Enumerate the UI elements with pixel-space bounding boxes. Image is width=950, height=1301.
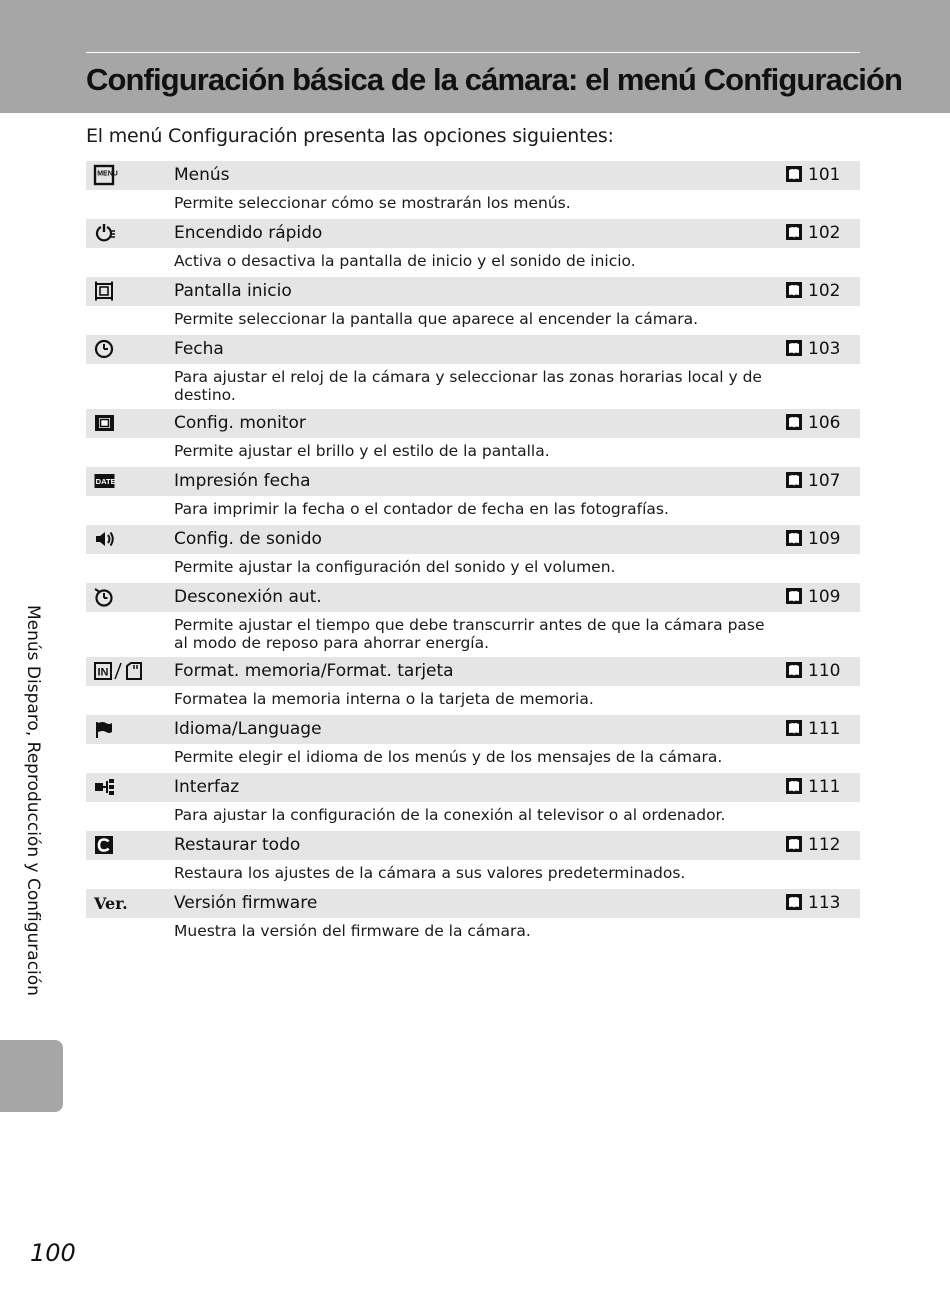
page-reference-icon xyxy=(786,224,802,240)
svg-text:MENU: MENU xyxy=(97,170,118,178)
page-reference-icon xyxy=(786,662,802,678)
page-reference-number: 111 xyxy=(808,777,841,797)
menu-item xyxy=(86,467,860,525)
menu-item-description: Para imprimir la fecha o el contador de fecha en las fotografías. xyxy=(174,500,669,518)
page-reference-icon xyxy=(786,778,802,794)
menu-item-header xyxy=(86,773,860,802)
menu-item-label: Desconexión aut. xyxy=(174,587,322,607)
menu-item-label: Fecha xyxy=(174,339,224,359)
menu-item xyxy=(86,715,860,773)
menu-item-header xyxy=(86,161,860,190)
menu-item-header xyxy=(86,831,860,860)
quick-startup-icon xyxy=(94,223,116,244)
menu-item-label: Pantalla inicio xyxy=(174,281,292,301)
menu-item-label: Config. monitor xyxy=(174,413,306,433)
menu-item xyxy=(86,335,860,409)
menu-item-header xyxy=(86,219,860,248)
page-reference-number: 111 xyxy=(808,719,841,739)
menu-item-description: Permite seleccionar cómo se mostrarán los menús. xyxy=(174,194,571,212)
page-reference-number: 109 xyxy=(808,587,841,607)
menu-item-description: Permite elegir el idioma de los menús y de los mensajes de la cámara. xyxy=(174,748,723,766)
page-reference-icon xyxy=(786,530,802,546)
page-reference-icon xyxy=(786,836,802,852)
menu-item xyxy=(86,525,860,583)
page-reference xyxy=(786,657,840,686)
page-reference-number: 112 xyxy=(808,835,841,855)
firmware-version-icon xyxy=(94,893,128,914)
format-memory-icon xyxy=(94,661,146,682)
menu-item-header xyxy=(86,467,860,496)
menu-item-label: Versión firmware xyxy=(174,893,318,913)
menu-item-label: Menús xyxy=(174,165,230,185)
menu-item-description: Muestra la versión del firmware de la cámara. xyxy=(174,922,531,940)
page-title: Configuración básica de la cámara: el menú Configuración xyxy=(86,62,903,97)
menu-item-label: Restaurar todo xyxy=(174,835,301,855)
svg-text:IN: IN xyxy=(97,666,109,679)
reset-all-icon xyxy=(94,835,116,856)
svg-text:Ver.: Ver. xyxy=(94,894,128,913)
menu-item xyxy=(86,773,860,831)
menu-item-description: Permite ajustar el tiempo que debe transcurrir antes de que la cámara pase al modo de reposo para ahorrar energía. xyxy=(174,616,765,652)
monitor-icon xyxy=(94,413,116,434)
menu-item-header xyxy=(86,409,860,438)
page-reference-icon xyxy=(786,472,802,488)
menu-item-header xyxy=(86,889,860,918)
page-reference-icon xyxy=(786,340,802,356)
menu-item-label: Config. de sonido xyxy=(174,529,322,549)
page-reference-number: 107 xyxy=(808,471,841,491)
page-reference-number: 106 xyxy=(808,413,841,433)
menu-item xyxy=(86,583,860,657)
menu-item-description: Para ajustar el reloj de la cámara y seleccionar las zonas horarias local y de destino. xyxy=(174,368,762,404)
page-reference xyxy=(786,525,840,554)
menu-item xyxy=(86,409,860,467)
menu-item-header xyxy=(86,335,860,364)
clock-icon xyxy=(94,339,116,360)
page-reference xyxy=(786,715,840,744)
page-reference-icon xyxy=(786,894,802,910)
page-reference xyxy=(786,277,840,306)
menu-item xyxy=(86,889,860,947)
page-reference xyxy=(786,773,840,802)
page-reference-icon xyxy=(786,720,802,736)
page-reference-number: 109 xyxy=(808,529,841,549)
menu-item-header xyxy=(86,657,860,686)
menu-item xyxy=(86,277,860,335)
menu-item-label: Impresión fecha xyxy=(174,471,311,491)
page-reference-icon xyxy=(786,588,802,604)
page-reference-number: 103 xyxy=(808,339,841,359)
page-number: 100 xyxy=(30,1239,76,1267)
menu-item-label: Idioma/Language xyxy=(174,719,322,739)
page-reference xyxy=(786,409,840,438)
menu-item xyxy=(86,831,860,889)
menu-item-description: Para ajustar la configuración de la conexión al televisor o al ordenador. xyxy=(174,806,726,824)
menu-item-label: Encendido rápido xyxy=(174,223,323,243)
page-reference-number: 102 xyxy=(808,223,841,243)
svg-text:DATE: DATE xyxy=(95,477,116,486)
page-reference-number: 101 xyxy=(808,165,841,185)
menu-item-header xyxy=(86,715,860,744)
menu-item-description: Permite ajustar la configuración del sonido y el volumen. xyxy=(174,558,616,576)
interface-icon xyxy=(94,777,116,798)
page-reference xyxy=(786,335,840,364)
menu-item xyxy=(86,161,860,219)
welcome-screen-icon xyxy=(94,281,116,302)
menu-item-header xyxy=(86,583,860,612)
menu-item-header xyxy=(86,525,860,554)
menu-item-description: Permite seleccionar la pantalla que aparece al encender la cámara. xyxy=(174,310,699,328)
language-icon xyxy=(94,719,116,740)
page-reference-icon xyxy=(786,282,802,298)
menu-item xyxy=(86,657,860,715)
auto-off-icon xyxy=(94,587,116,608)
menu-item-description: Restaura los ajustes de la cámara a sus valores predeterminados. xyxy=(174,864,686,882)
page-reference-number: 110 xyxy=(808,661,841,681)
date-imprint-icon xyxy=(94,471,116,492)
page-reference xyxy=(786,219,840,248)
menu-item-header xyxy=(86,277,860,306)
page-reference-icon xyxy=(786,414,802,430)
menu-item-label: Interfaz xyxy=(174,777,240,797)
page-reference xyxy=(786,467,840,496)
page-reference xyxy=(786,583,840,612)
page-reference xyxy=(786,889,840,918)
header-rule xyxy=(86,52,860,53)
menu-item-description: Activa o desactiva la pantalla de inicio y el sonido de inicio. xyxy=(174,252,636,270)
section-tab xyxy=(0,1040,63,1112)
menu-item xyxy=(86,219,860,277)
menu-item-description: Permite ajustar el brillo y el estilo de la pantalla. xyxy=(174,442,550,460)
page-reference-icon xyxy=(786,166,802,182)
menus-icon xyxy=(94,165,116,186)
intro-text: El menú Configuración presenta las opciones siguientes: xyxy=(86,125,614,147)
menu-item-description: Formatea la memoria interna o la tarjeta de memoria. xyxy=(174,690,594,708)
page-reference-number: 102 xyxy=(808,281,841,301)
menu-item-label: Format. memoria/Format. tarjeta xyxy=(174,661,454,681)
page-reference xyxy=(786,831,840,860)
page-reference-number: 113 xyxy=(808,893,841,913)
speaker-icon xyxy=(94,529,116,550)
section-label: Menús Disparo, Reproducción y Configuración xyxy=(23,605,43,996)
setup-menu-table xyxy=(86,161,860,947)
page-reference xyxy=(786,161,840,190)
